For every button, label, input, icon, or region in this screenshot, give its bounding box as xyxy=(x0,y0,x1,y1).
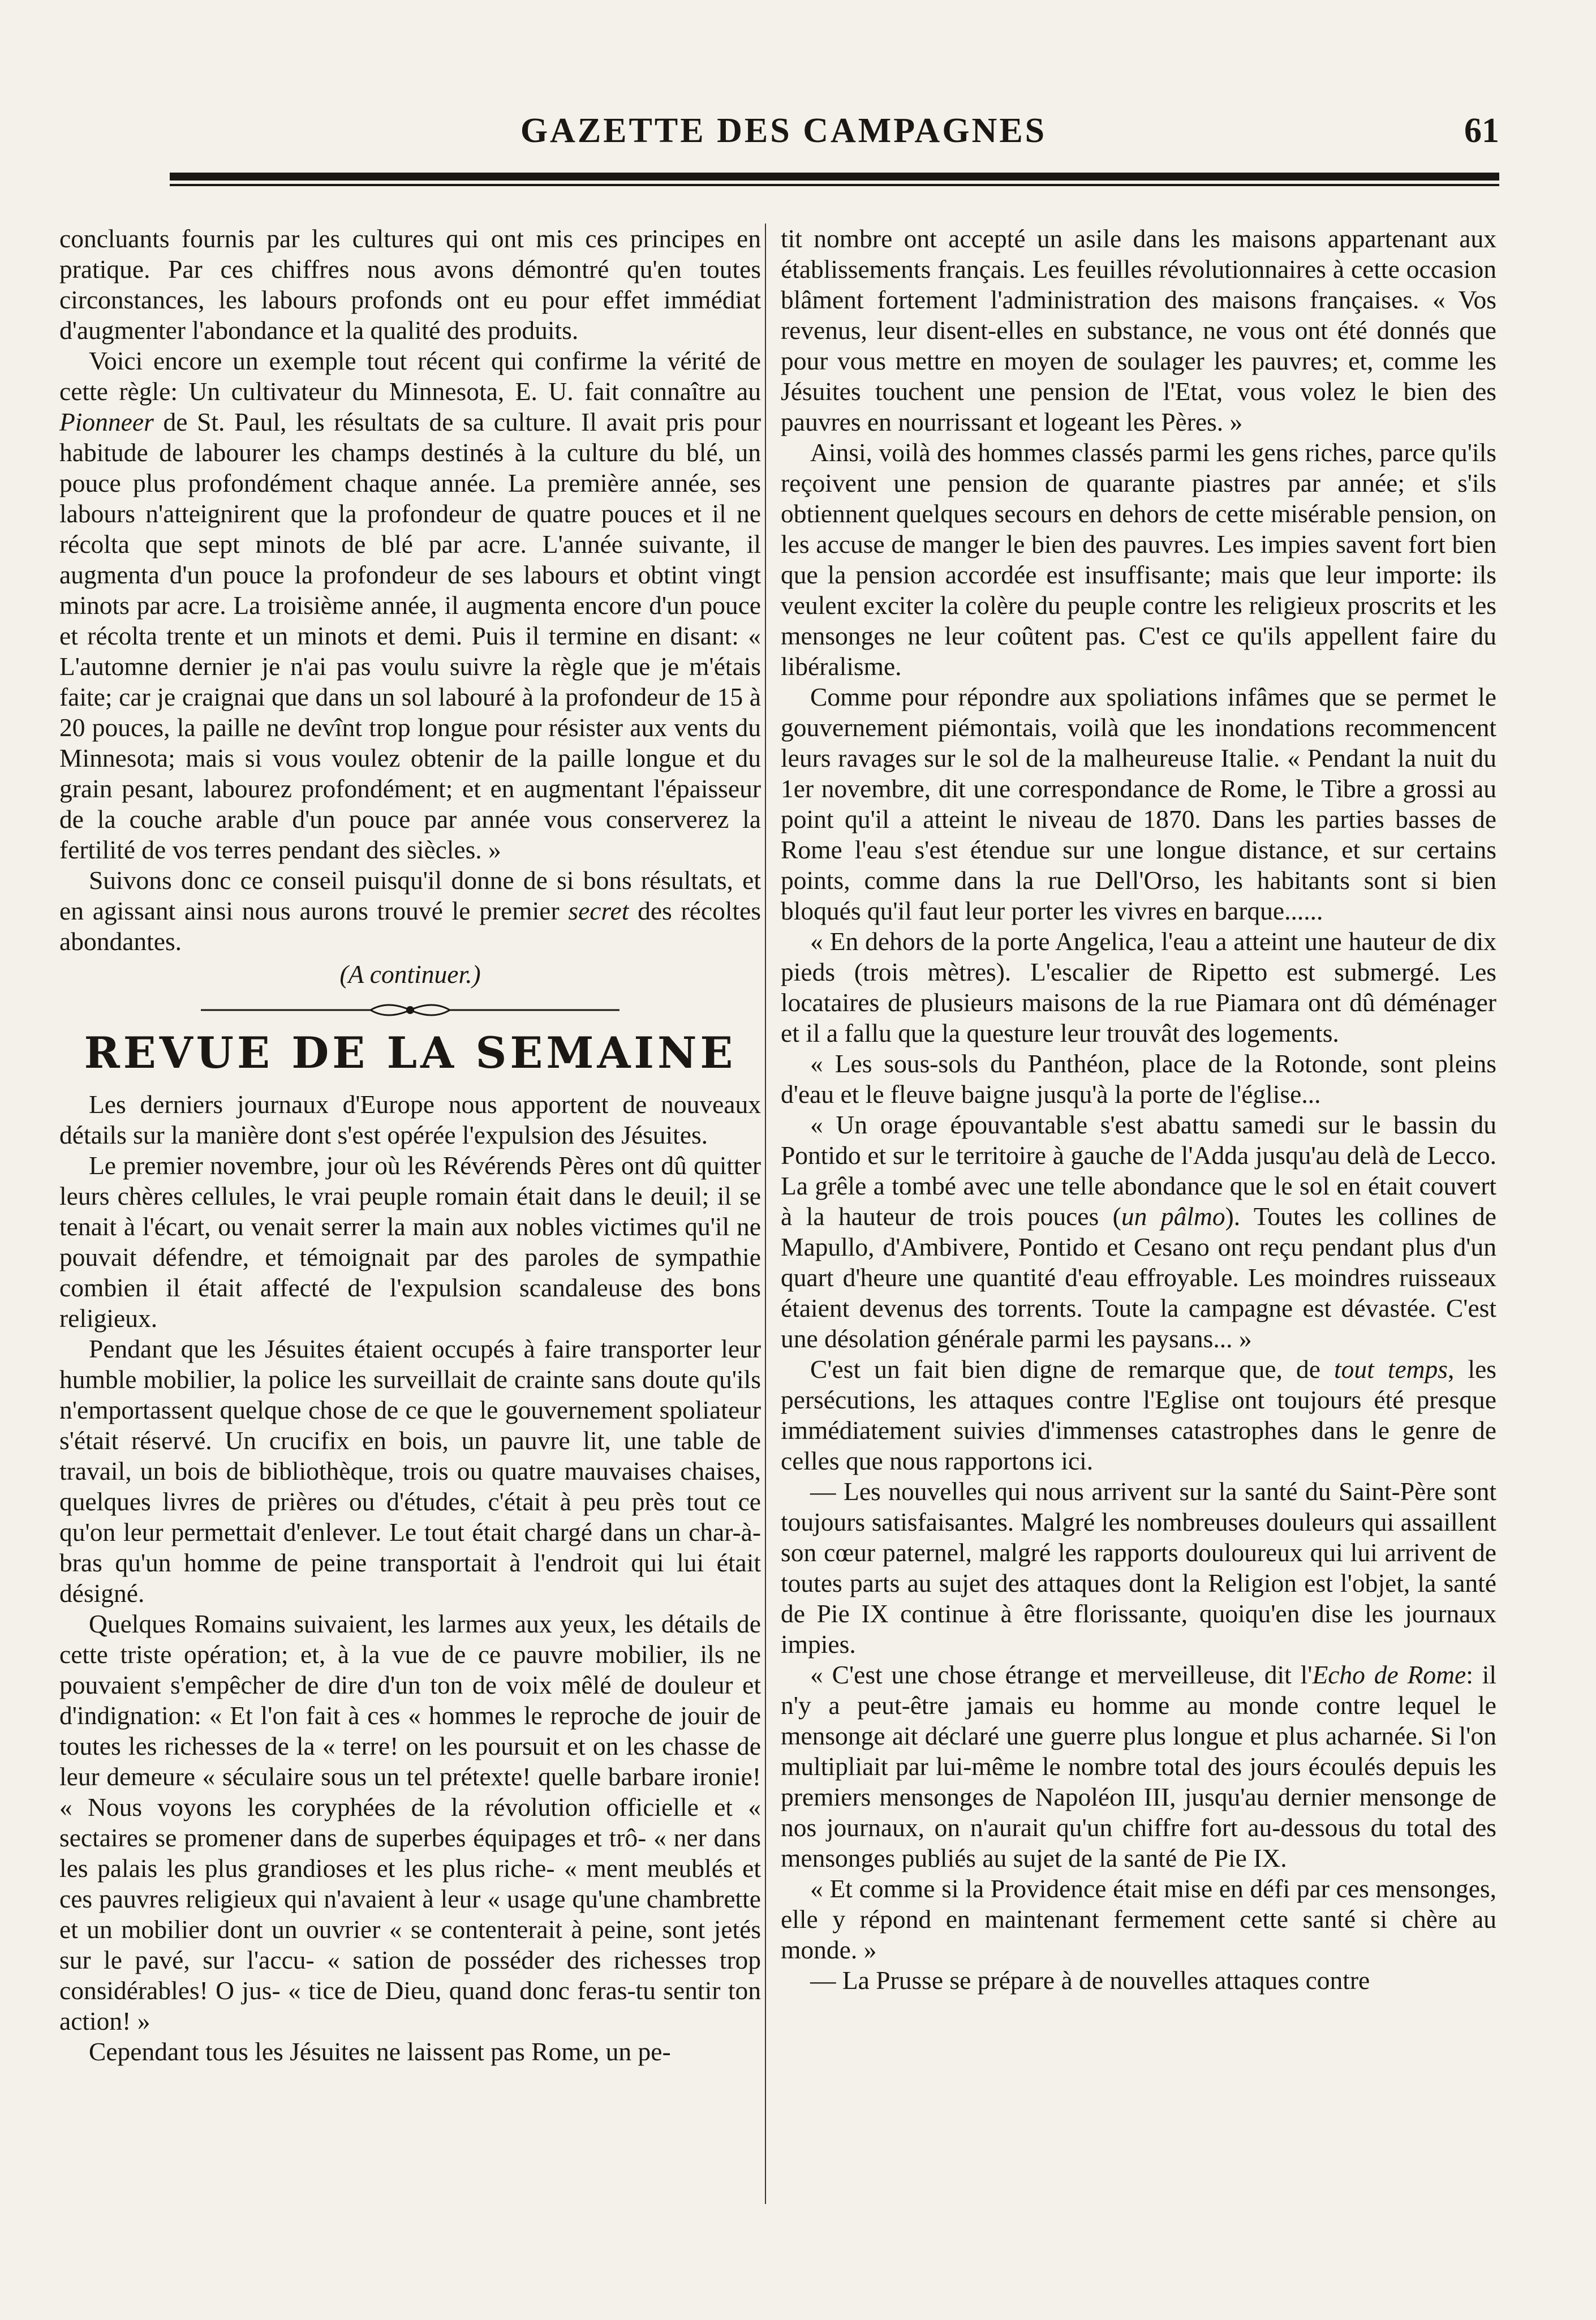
page-header xyxy=(68,111,1499,162)
emphasis: un pâlmo xyxy=(1121,1202,1225,1231)
article-paragraph: Le premier novembre, jour où les Révérends Pères ont dû quitter leurs chères cellules, le vrai peuple romain était dans le deuil; il se tenait à l'écart, ou venait serrer la main aux nobles victimes qu'il ne pouvait défendre, et témoignait par des paroles de sympathie combien il était affecté de l'expulsion scandaleuse des bons religieux. xyxy=(59,1151,761,1333)
article-paragraph: « Et comme si la Providence était mise en défi par ces mensonges, elle y répond en maintenant fermement cette santé si chère au monde. » xyxy=(781,1874,1496,1964)
article-paragraph xyxy=(781,1660,1496,1874)
text-run: des récoltes abondantes. xyxy=(59,896,761,956)
page-number: 61 xyxy=(1464,111,1499,150)
article-paragraph: concluants fournis par les cultures qui ont mis ces principes en pratique. Par ces chiffres nous avons démontré qu'en toutes circonstances, les labours profonds ont eu pour effet immédiat d'augmenter l'abondance et la qualité des produits. xyxy=(59,224,761,345)
continued-note: (A continuer.) xyxy=(339,960,481,989)
article-paragraph: Cependant tous les Jésuites ne laissent pas Rome, un pe- xyxy=(89,2037,671,2066)
article-paragraph xyxy=(781,1110,1496,1354)
text-run: « Un orage épouvantable s'est abattu samedi sur le bassin du Pontido et sur le territoire à gauche de l'Adda jusqu'au delà de Lecco. La grêle a tombé avec une telle abondance que le sol en était couvert à la hauteur de trois pouces ( xyxy=(781,1110,1496,1231)
text-run: ). Toutes les collines de Mapullo, d'Ambivere, Pontido et Cesano ont reçu pendant plus d'un quart d'heure une quantité d'eau effroyable. Les moindres ruisseaux étaient devenus des torrents. Toute la campagne est dévastée. C'est une désolation générale parmi les paysans... » xyxy=(781,1202,1497,1353)
article-paragraph: Comme pour répondre aux spoliations infâmes que se permet le gouvernement piémontais, voilà que les inondations recommencent leurs ravages sur le sol de la malheureuse Italie. « Pendant la nuit du 1er novembre, dit une correspondance de Rome, le Tibre a grossi au point qu'il a atteint le niveau de 1870. Dans les parties basses de Rome l'eau s'est étendue sur une longue distance, et sur certains points, comme dans la rue Dell'Orso, les habitants sont si bien bloqués qu'il faut leur porter les vivres en barque...... xyxy=(781,682,1496,925)
article-paragraph xyxy=(59,346,761,865)
text-run: C'est un fait bien digne de remarque que, de xyxy=(810,1355,1334,1384)
left-column xyxy=(59,224,761,2067)
header-rule-thin xyxy=(170,184,1499,186)
article-paragraph: tit nombre ont accepté un asile dans les maisons appartenant aux établissements français. Les feuilles révolutionnaires à cette occasion blâment fortement l'administration des maisons françaises. « Vos revenus, leur disent-elles en substance, ne vous ont été donnés que pour vous mettre en moyen de soulager les pauvres; et, comme les Jésuites touchent une pension de l'Etat, vous volez le bien des pauvres en nourrissant et logeant les Pères. » xyxy=(781,224,1496,436)
article-paragraph: — La Prusse se prépare à de nouvelles attaques contre xyxy=(810,1966,1370,1995)
article-paragraph: Ainsi, voilà des hommes classés parmi les gens riches, parce qu'ils reçoivent une pension de quarante piastres par année; et s'ils obtiennent quelques secours en dehors de cette misérable pension, on les accuse de manger le bien des pauvres. Les impies savent fort bien que la pension accordée est insuffisante; mais que leur importe: ils veulent exciter la colère du peuple contre les religieux proscrits et les mensonges ne leur coûtent pas. C'est ce qu'ils appellent faire du libéralisme. xyxy=(781,438,1496,681)
text-run: Suivons donc ce conseil puisqu'il donne de si bons résultats, et en agissant ainsi nous aurons trouvé le premier xyxy=(59,866,761,925)
article-paragraph xyxy=(781,1354,1496,1476)
text-run: « C'est une chose étrange et merveilleuse, dit l' xyxy=(810,1660,1313,1689)
header-rule-thick xyxy=(170,173,1499,181)
text-run: de St. Paul, les résultats de sa culture. Il avait pris pour habitude de labourer les champs destinés à la culture du blé, un pouce plus profondément chaque année. La première année, ses labours n'atteignirent que la profondeur de quatre pouces et il ne récolta que sept minots de blé par acre. L'année suivante, il augmenta d'un pouce la profondeur de ses labours et obtint vingt minots par acre. La troisième année, il augmenta encore d'un pouce et récolta trente et un minots et demi. Puis il termine en disant: « L'automne dernier je n'ai pas voulu suivre la règle que je m'étais faite; car je craignai que dans un sol labouré à la profondeur de 15 à 20 pouces, la paille ne devînt trop longue pour résister aux vents du Minnesota; mais si vous voulez obtenir de la paille longue et du grain pesant, labourez profondément; et en augmentant l'épaisseur de la couche arable d'un pouce par année vous conserverez la fertilité de vos terres pendant des siècles. » xyxy=(59,407,761,864)
right-column xyxy=(781,224,1496,1996)
emphasis: tout temps xyxy=(1334,1355,1448,1384)
article-paragraph: Les derniers journaux d'Europe nous apportent de nouveaux détails sur la manière dont s'est opérée l'expulsion des Jésuites. xyxy=(59,1090,761,1149)
article-paragraph: — Les nouvelles qui nous arrivent sur la santé du Saint-Père sont toujours satisfaisantes. Malgré les nombreuses douleurs qui assaillent son cœur paternel, malgré les rapports douloureux qui lui arrivent de toutes parts au sujet des attaques dont la Religion est l'objet, la santé de Pie IX continue à être florissante, quoiqu'en dise les journaux impies. xyxy=(781,1477,1496,1659)
text-run: Voici encore un exemple tout récent qui confirme la vérité de cette règle: Un cultivateur du Minnesota, E. U. fait connaître au xyxy=(59,346,761,406)
article-paragraph xyxy=(59,865,761,957)
newspaper-title: Echo de Rome xyxy=(1312,1660,1466,1689)
text-run: : il n'y a peut-être jamais eu homme au monde contre lequel le mensonge ait déclaré une guerre plus longue et plus acharnée. Si l'on multipliait par lui-même le nombre total des jours écoulés depuis les premiers mensonges de Napoléon III, jusqu'au dernier mensonge de nos journaux, on n'aurait qu'un chiffre fort au-dessous du total des mensonges publiés au sujet de la santé de Pie IX. xyxy=(781,1660,1496,1872)
section-ornament-icon xyxy=(59,995,761,1024)
newspaper-title: Pionneer xyxy=(59,407,154,436)
emphasis: secret xyxy=(568,896,629,925)
column-divider xyxy=(765,224,766,2204)
article-paragraph: « Les sous-sols du Panthéon, place de la Rotonde, sont pleins d'eau et le fleuve baigne jusqu'à la porte de l'église... xyxy=(781,1049,1496,1109)
article-paragraph: « En dehors de la porte Angelica, l'eau a atteint une hauteur de dix pieds (trois mètres). L'escalier de Ripetto est submergé. Les locataires de plusieurs maisons de la rue Piamara ont dû déménager et il a fallu que la questure leur trouvât des logements. xyxy=(781,927,1496,1047)
article-paragraph: Quelques Romains suivaient, les larmes aux yeux, les détails de cette triste opération; et, à la vue de ce pauvre mobilier, ils ne pouvaient s'empêcher de dire d'un ton de voix mêlé de douleur et d'indignation: « Et l'on fait à ces « hommes le reproche de jouir de toutes les richesses de la « terre! on les poursuit et on les chasse de leur demeure « séculaire sous un tel prétexte! quelle barbare ironie! « Nous voyons les coryphées de la révolution officielle et « sectaires se promener dans de superbes équipages et trô- « ner dans les palais les plus grandioses et les plus riche- « ment meublés et ces pauvres religieux qui n'avaient à leur « usage qu'une chambrette et un mobilier dont un ouvrier « se contenterait à peine, sont jetés sur le pavé, sur l'accu- « sation de posséder des richesses trop considérables! O jus- « tice de Dieu, quand donc feras-tu sentir ton action! » xyxy=(59,1609,761,2035)
running-head: GAZETTE DES CAMPAGNES xyxy=(520,111,1047,150)
text-run: , les persécutions, les attaques contre l'Eglise ont toujours été presque immédiatement suivies d'immenses catastrophes dans le genre de celles que nous rapportons ici. xyxy=(781,1355,1497,1475)
section-title: REVUE DE LA SEMAINE xyxy=(84,1028,737,1078)
article-paragraph: Pendant que les Jésuites étaient occupés à faire transporter leur humble mobilier, la police les surveillait de crainte sans doute qu'ils n'emportassent quelque chose de ce que le gouvernement spoliateur s'était réservé. Un crucifix en bois, un pauvre lit, une table de travail, un bois de bibliothèque, trois ou quatre mauvaises chaises, quelques livres de prières ou d'études, c'était à peu près tout ce qu'on leur permettait d'enlever. Le tout était chargé dans un char-à-bras qu'un homme de peine transportait à l'endroit qui lui était désigné. xyxy=(59,1334,761,1608)
